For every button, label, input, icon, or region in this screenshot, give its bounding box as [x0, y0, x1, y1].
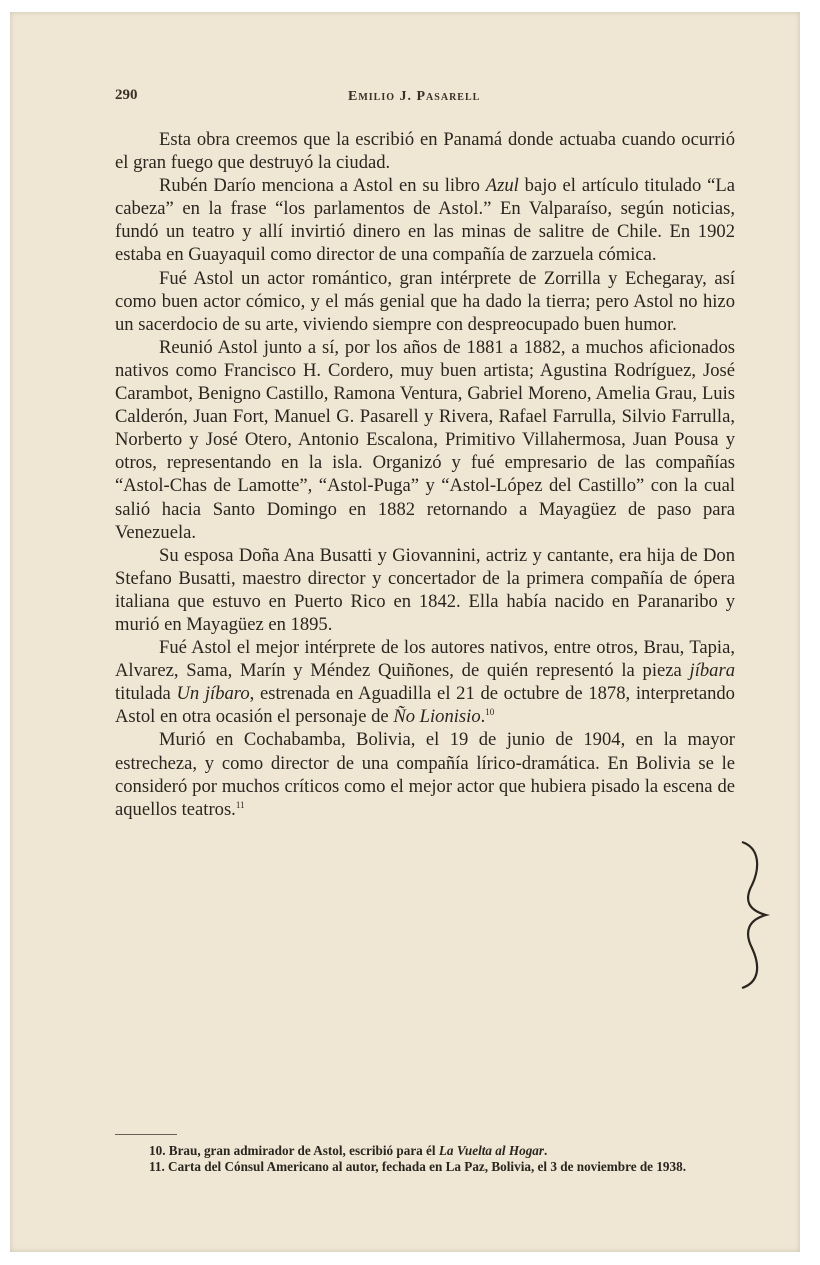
page-number: 290	[115, 87, 138, 103]
footnote-10: 10. Brau, gran admirador de Astol, escribió para él La Vuelta al Hogar.	[149, 1143, 548, 1158]
paragraph: Fué Astol el mejor intérprete de los autores nativos, entre otros, Brau, Tapia, Alvarez, Sama, Marín y Méndez Quiñones, de quién representó la pieza jíbara titulada Un jíbaro, estrenada en Aguadilla el 21 de octubre de 1878, interpretando Astol en otra ocasión el personaje de Ño Lionisio.$^{10}$	[115, 637, 735, 728]
character-name: Ño Lionisio	[393, 706, 481, 728]
paragraph: Esta obra creemos que la escribió en Panamá donde actuaba cuando ocurrió el gran fuego que destruyó la ciudad.	[115, 129, 735, 174]
running-head: Emilio J. Pasarell	[348, 89, 481, 104]
footnote-ref[interactable]: 11	[235, 799, 245, 810]
footnote-11: 11. Carta del Cónsul Americano al autor, fechada en La Paz, Bolivia, el 3 de noviembre de 1938.	[149, 1159, 687, 1174]
margin-brace-mark	[738, 840, 772, 995]
paragraph: Su esposa Doña Ana Busatti y Giovannini, actriz y cantante, era hija de Don Stefano Busatti, maestro director y concertador de la primera compañía de ópera italiana que estuvo en Puerto Rico en 1842. Ella había nacido en Paranaribo y murió en Mayagüez en 1895.	[115, 544, 735, 635]
paragraph: Fué Astol un actor romántico, gran intérprete de Zorrilla y Echegaray, así como buen actor cómico, y el más genial que ha dado la tierra; pero Astol no hizo un sacerdocio de su arte, viviendo siempre con despreocupado buen humor.	[115, 267, 735, 335]
paragraph: Rubén Darío menciona a Astol en su libro Azul bajo el artículo titulado “La cabeza” en la frase “los parlamentos de Astol.” En Valparaíso, según noticias, fundó un teatro y allí invirtió dinero en las minas de salitre de Chile. En 1902 estaba en Guayaquil como director de una compañía de zarzuela cómica.	[115, 175, 735, 266]
body-text	[115, 128, 735, 821]
footnote-rule	[115, 1134, 177, 1135]
footnotes	[115, 1143, 735, 1175]
paragraph: Reunió Astol junto a sí, por los años de 1881 a 1882, a muchos aficionados nativos como Francisco H. Cordero, muy buen artista; Agustina Rodríguez, José Carambot, Benigno Castillo, Ramona Ventura, Gabriel Moreno, Amelia Grau, Luis Calderón, Juan Fort, Manuel G. Pasarell y Rivera, Rafael Farrulla, Silvio Farrulla, Norberto y José Otero, Antonio Escalona, Primitivo Villahermosa, Juan Pousa y otros, representando en la isla. Organizó y fué empresario de las compañías “Astol-Chas de Lamotte”, “Astol-Puga” y “Astol-López del Castillo” con la cual salió hacia Santo Domingo en 1882 retornando a Mayagüez de paso para Venezuela.	[115, 336, 735, 543]
page-header	[115, 87, 735, 107]
footnote-ref[interactable]: 10	[485, 707, 495, 718]
paragraph: Murió en Cochabamba, Bolivia, el 19 de junio de 1904, en la mayor estrecheza, y como director de una compañía lírico-dramática. En Bolivia se le consideró por muchos críticos como el mejor actor que hubiera pisado la escena de aquellos teatros.$^{11}$	[115, 729, 735, 820]
play-title: Un jíbaro	[176, 683, 250, 705]
book-title: Azul	[485, 175, 519, 197]
